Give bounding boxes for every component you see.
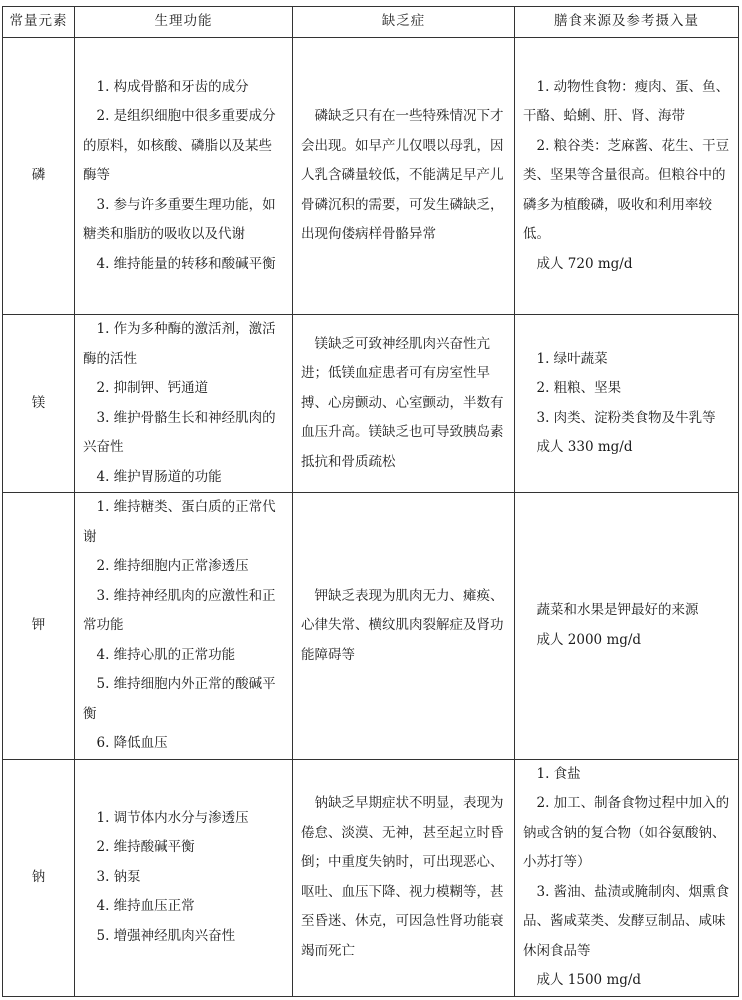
source-item: 2. 加工、制备食物过程中加入的钠或含钠的复合物（如谷氨酸钠、小苏打等） xyxy=(523,795,730,870)
function-item: 4. 维护胃肠道的功能 xyxy=(96,468,222,485)
source-cell xyxy=(515,493,739,760)
source-cell xyxy=(515,38,739,315)
mineral-table xyxy=(2,6,739,997)
header-deficiency: 缺乏症 xyxy=(293,7,515,38)
deficiency-text: 磷缺乏只有在一些特殊情况下才会出现。如早产儿仅喂以母乳，因人乳含磷量较低，不能满足早产儿骨磷沉积的需要，可发生磷缺乏，出现佝偻病样骨骼异常 xyxy=(301,108,504,243)
table-row-phosphorus xyxy=(3,38,739,315)
intake-value: 成人 720 mg/d xyxy=(536,255,633,272)
function-item: 6. 降低血压 xyxy=(96,735,168,751)
function-cell xyxy=(75,38,293,315)
function-item: 2. 维持酸碱平衡 xyxy=(96,839,195,856)
deficiency-cell xyxy=(293,315,515,493)
table-row-magnesium xyxy=(3,315,739,493)
function-item: 2. 抑制钾、钙通道 xyxy=(96,380,209,396)
intake-value: 成人 330 mg/d xyxy=(536,439,633,455)
deficiency-cell xyxy=(293,38,515,315)
function-item: 2. 维持细胞内正常渗透压 xyxy=(96,558,249,574)
deficiency-cell xyxy=(293,493,515,760)
source-item: 1. 绿叶蔬菜 xyxy=(536,350,608,367)
function-cell xyxy=(75,493,293,760)
function-item: 5. 维持细胞内外正常的酸碱平衡 xyxy=(83,676,276,722)
source-item: 蔬菜和水果是钾最好的来源 xyxy=(536,602,699,619)
function-item: 2. 是组织细胞中很多重要成分的原料，如核酸、磷脂以及某些酶等 xyxy=(83,108,276,184)
source-item: 1. 食盐 xyxy=(536,765,581,782)
function-item: 3. 维持神经肌肉的应激性和正常功能 xyxy=(83,587,276,633)
function-item: 3. 参与许多重要生理功能，如糖类和脂肪的吸收以及代谢 xyxy=(83,196,276,243)
intake-value: 成人 1500 mg/d xyxy=(536,972,642,988)
table-row-sodium xyxy=(3,759,739,996)
source-item: 2. 粗粮、坚果 xyxy=(536,380,622,396)
source-cell xyxy=(515,759,739,996)
deficiency-cell xyxy=(293,759,515,996)
function-item: 4. 维持血压正常 xyxy=(96,898,195,915)
function-item: 1. 作为多种酶的激活剂，激活酶的活性 xyxy=(83,321,276,367)
header-element: 常量元素 xyxy=(3,7,75,38)
header-sources: 膳食来源及参考摄入量 xyxy=(515,7,739,38)
function-cell xyxy=(75,315,293,493)
header-row xyxy=(3,7,739,38)
element-name: 钾 xyxy=(3,493,75,760)
source-item: 3. 肉类、淀粉类食物及牛乳等 xyxy=(536,409,716,426)
source-item: 2. 粮谷类：芝麻酱、花生、干豆类、坚果等含量很高。但粮谷中的磷多为植酸磷，吸收和利用率较低。 xyxy=(523,137,730,243)
source-cell xyxy=(515,315,739,493)
deficiency-text: 钾缺乏表现为肌肉无力、瘫痪、心律失常、横纹肌肉裂解症及肾功能障碍等 xyxy=(301,587,504,663)
header-function: 生理功能 xyxy=(75,7,293,38)
function-item: 1. 维持糖类、蛋白质的正常代谢 xyxy=(83,499,276,545)
table-row-potassium xyxy=(3,493,739,760)
function-item: 3. 钠泵 xyxy=(96,868,141,885)
element-name: 钠 xyxy=(3,759,75,996)
function-item: 5. 增强神经肌肉兴奋性 xyxy=(96,927,236,944)
intake-value: 成人 2000 mg/d xyxy=(536,631,642,648)
element-name: 磷 xyxy=(3,38,75,315)
deficiency-text: 镁缺乏可致神经肌肉兴奋性亢进；低镁血症患者可有房室性早搏、心房颤动、心室颤动，半数有血压升高。镁缺乏也可导致胰岛素抵抗和骨质疏松 xyxy=(301,335,504,470)
function-item: 1. 构成骨骼和牙齿的成分 xyxy=(96,78,249,95)
element-name: 镁 xyxy=(3,315,75,493)
source-item: 3. 酱油、盐渍或腌制肉、烟熏食品、酱咸菜类、发酵豆制品、咸味休闲食品等 xyxy=(523,883,730,959)
source-item: 1. 动物性食物：瘦肉、蛋、鱼、干酪、蛤蜊、肝、肾、海带 xyxy=(523,78,730,125)
function-item: 1. 调节体内水分与渗透压 xyxy=(96,809,249,826)
function-item: 3. 维护骨骼生长和神经肌肉的兴奋性 xyxy=(83,409,276,455)
function-cell xyxy=(75,759,293,996)
deficiency-text: 钠缺乏早期症状不明显，表现为倦怠、淡漠、无神，甚至起立时昏倒；中重度失钠时，可出现恶心、呕吐、血压下降、视力模糊等，甚至昏迷、休克，可因急性肾功能衰竭而死亡 xyxy=(301,795,504,959)
function-item: 4. 维持能量的转移和酸碱平衡 xyxy=(96,255,276,272)
function-item: 4. 维持心肌的正常功能 xyxy=(96,646,236,663)
